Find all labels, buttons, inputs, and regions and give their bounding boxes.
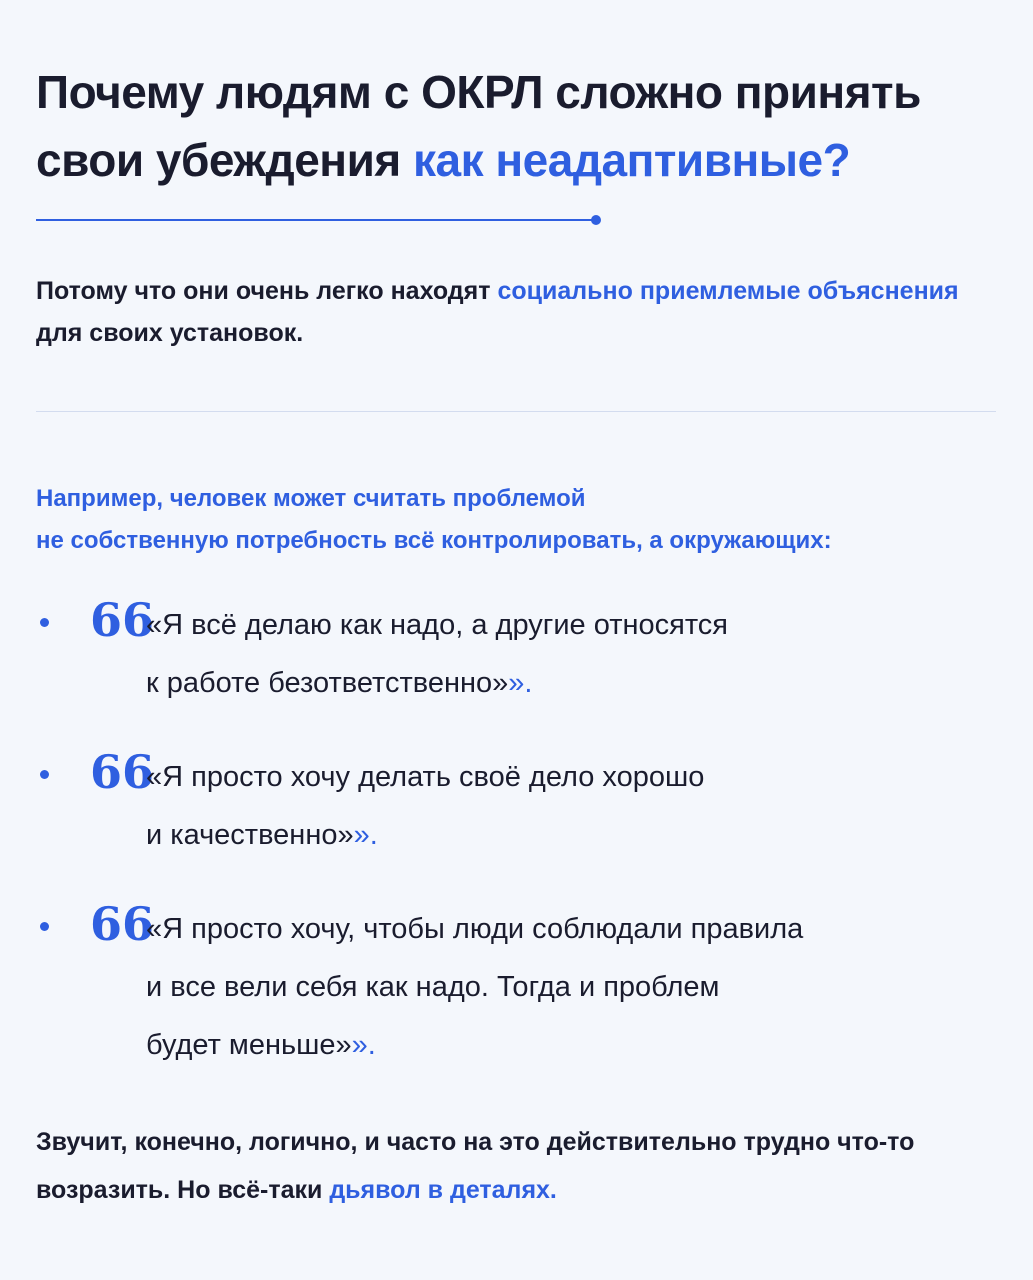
quote-line: и качественно» [146, 819, 354, 851]
outro-accent: дьявол в деталях. [329, 1176, 557, 1204]
quote-mark-icon: 66 [90, 745, 155, 799]
quote-line: «Я всё делаю как надо, а другие относятся [146, 609, 728, 641]
quote-mark-icon: 66 [90, 593, 155, 647]
quote-close: ». [508, 667, 533, 699]
quote-close: ». [351, 1029, 376, 1061]
quote-mark-icon: 66 [90, 897, 155, 951]
bullet-dot-icon [40, 618, 49, 627]
quote-line: будет меньше» [146, 1029, 352, 1061]
bullet-dot-icon [40, 922, 49, 931]
quote-text [146, 748, 976, 864]
quote-line: «Я просто хочу делать своё дело хорошо [146, 761, 705, 793]
quote-line: и все вели себя как надо. Тогда и проблем [146, 971, 720, 1003]
title-underline [36, 219, 596, 221]
section-divider [36, 411, 996, 412]
example-intro-line1: Например, человек может считать проблемой [36, 485, 586, 512]
quote-line: к работе безответственно» [146, 667, 509, 699]
quote-text [146, 596, 976, 712]
underline-dot [591, 215, 601, 225]
lead-text: Потому что они очень легко находят [36, 277, 498, 305]
title-accent: как неадаптивные? [412, 134, 851, 186]
example-intro-line2: не собственную потребность всё контролировать, а окружающих: [36, 527, 832, 554]
title-text: Почему людям с ОКРЛ сложно принять свои убеждения [36, 66, 921, 186]
example-intro [36, 478, 1006, 562]
quote-line: «Я просто хочу, чтобы люди соблюдали правила [146, 913, 804, 945]
bullet-dot-icon [40, 770, 49, 779]
outro-text: Звучит, конечно, логично, и часто на это действительно трудно что-то возразить. Но всё-таки [36, 1128, 915, 1204]
quote-close: ». [353, 819, 378, 851]
lead-accent: социально приемлемые объяснения [497, 277, 959, 305]
lead-text-end: для своих установок. [36, 319, 304, 347]
page-title [36, 58, 1006, 194]
quote-text [146, 900, 976, 1074]
lead-paragraph [36, 270, 996, 354]
outro-paragraph [36, 1118, 996, 1214]
